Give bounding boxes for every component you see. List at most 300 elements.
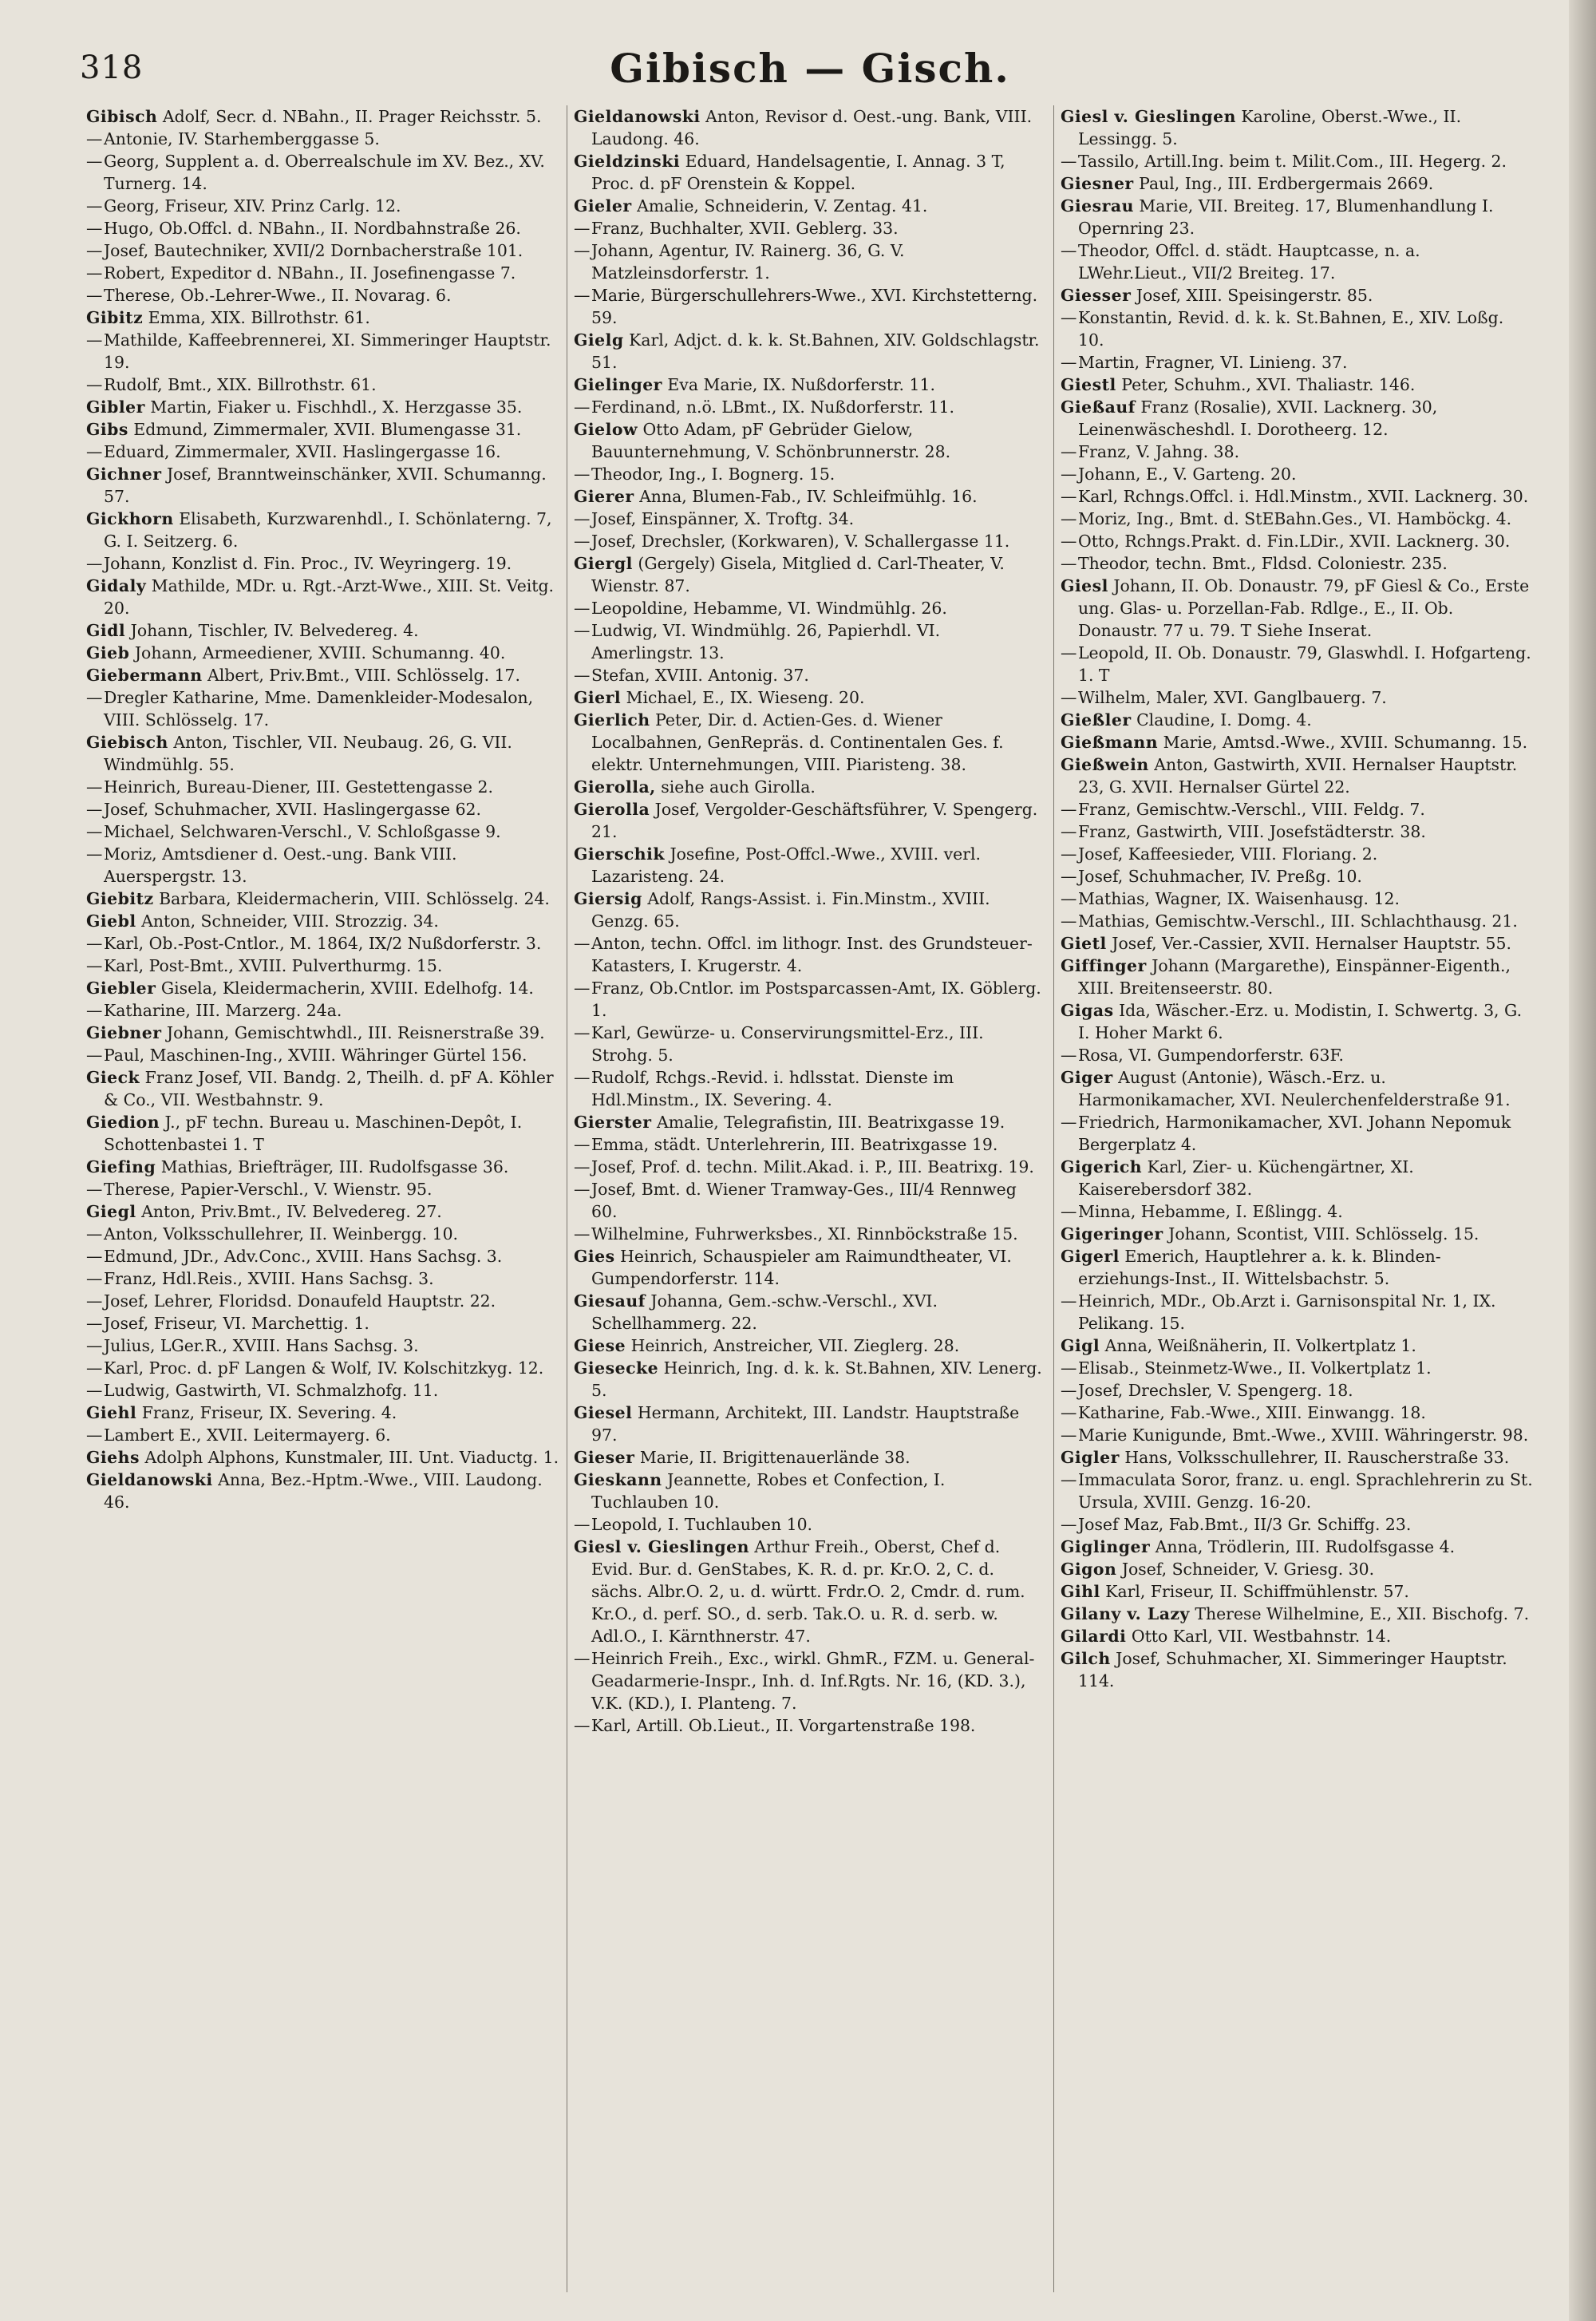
directory-entry <box>86 1223 560 1245</box>
directory-entry <box>1061 105 1534 150</box>
directory-entry <box>86 843 560 888</box>
entry-details: Antonie, IV. Starhemberggasse 5. <box>104 129 380 148</box>
entry-details: Josef, Schuhmacher, IV. Preßg. 10. <box>1078 867 1362 886</box>
ditto-dash: — <box>86 286 103 305</box>
entry-details: Josef, Drechsler, (Korkwaren), V. Schallergasse 11. <box>591 532 1010 551</box>
entry-surname: Gibitz <box>86 308 144 327</box>
directory-entry <box>1061 150 1534 172</box>
directory-entry <box>1061 239 1534 284</box>
entry-surname: Giesrau <box>1061 196 1134 215</box>
ditto-dash: — <box>86 934 103 953</box>
entry-details: Katharine, III. Marzerg. 24a. <box>104 1001 342 1020</box>
directory-entry <box>574 888 1047 932</box>
ditto-dash: — <box>574 1716 591 1735</box>
ditto-dash: — <box>86 1180 103 1199</box>
directory-entry <box>86 664 560 686</box>
entry-details: Elisabeth, Kurzwarenhdl., I. Schönlaterng. 7, G. I. Seitzerg. 6. <box>104 509 552 551</box>
entry-surname: Gigerl <box>1061 1247 1120 1266</box>
directory-entry <box>1061 374 1534 396</box>
directory-entry <box>86 217 560 239</box>
entry-details: Josef, Kaffeesieder, VIII. Floriang. 2. <box>1078 844 1378 864</box>
entry-surname: Giebl <box>86 911 136 931</box>
entry-details: Heinrich, Ing. d. k. k. St.Bahnen, XIV. Lenerg. 5. <box>591 1358 1042 1400</box>
ditto-dash: — <box>1061 844 1077 864</box>
entry-details: Julius, LGer.R., XVIII. Hans Sachsg. 3. <box>104 1336 419 1355</box>
directory-entry <box>86 910 560 932</box>
entry-surname: Gilardi <box>1061 1627 1127 1646</box>
entry-details: Edmund, Zimmermaler, XVII. Blumengasse 31. <box>133 420 522 439</box>
directory-entry <box>86 820 560 843</box>
directory-entry <box>86 686 560 731</box>
entry-surname: Gießmann <box>1061 733 1159 752</box>
directory-entry <box>574 1178 1047 1223</box>
directory-entry <box>1061 932 1534 955</box>
entry-details: Therese, Papier-Verschl., V. Wienstr. 95. <box>104 1180 433 1199</box>
ditto-dash: — <box>1061 643 1077 662</box>
directory-entry <box>1061 910 1534 932</box>
entry-surname: Gielow <box>574 420 638 439</box>
directory-entry <box>1061 508 1534 530</box>
directory-entry <box>1061 306 1534 351</box>
directory-entry <box>574 1223 1047 1245</box>
entry-surname: Gidaly <box>86 576 147 595</box>
directory-entry <box>86 619 560 642</box>
entry-details: Anton, Priv.Bmt., IV. Belvedereg. 27. <box>141 1202 442 1221</box>
ditto-dash: — <box>574 1023 591 1042</box>
directory-entry <box>1061 798 1534 820</box>
entry-details: Josef, Bautechniker, XVII/2 Dornbacherstraße 101. <box>104 241 523 260</box>
entry-details: Rudolf, Bmt., XIX. Billrothstr. 61. <box>104 375 377 394</box>
directory-entry <box>86 955 560 977</box>
entry-details: Hermann, Architekt, III. Landstr. Hauptstraße 97. <box>591 1403 1020 1445</box>
entry-details: Leopold, I. Tuchlauben 10. <box>591 1515 813 1534</box>
directory-entry <box>86 195 560 217</box>
entry-surname: Giesl v. Gieslingen <box>574 1537 749 1556</box>
entry-details: Karl, Post-Bmt., XVIII. Pulverthurmg. 15. <box>104 956 443 975</box>
entry-details: Marie, Amtsd.-Wwe., XVIII. Schumanng. 15. <box>1163 733 1528 752</box>
ditto-dash: — <box>86 1269 103 1288</box>
directory-entry <box>574 239 1047 284</box>
entry-details: (Gergely) Gisela, Mitglied d. Carl-Theater, V. Wienstr. 87. <box>591 554 1005 595</box>
entry-surname: Giehl <box>86 1403 137 1422</box>
directory-entry <box>1061 1446 1534 1469</box>
entry-details: Marie, Bürgerschullehrers-Wwe., XVI. Kirchstetterng. 59. <box>591 286 1038 327</box>
ditto-dash: — <box>1061 442 1077 461</box>
entry-details: Josef, Einspänner, X. Troftg. 34. <box>591 509 855 528</box>
entry-details: Josef, Lehrer, Floridsd. Donaufeld Hauptstr. 22. <box>104 1291 496 1311</box>
directory-entry <box>1061 955 1534 999</box>
entry-surname: Gigler <box>1061 1448 1120 1467</box>
directory-entry <box>574 843 1047 888</box>
ditto-dash: — <box>86 554 103 573</box>
directory-entry <box>86 798 560 820</box>
ditto-dash: — <box>1061 465 1077 484</box>
entry-details: Mathias, Wagner, IX. Waisenhausg. 12. <box>1078 889 1400 908</box>
directory-entry <box>574 1111 1047 1133</box>
entry-surname: Giesl v. Gieslingen <box>1061 107 1236 126</box>
entry-details: Mathias, Gemischtw.-Verschl., III. Schlachthausg. 21. <box>1078 911 1518 931</box>
entry-details: Karl, Adjct. d. k. k. St.Bahnen, XIV. Goldschlagstr. 51. <box>591 330 1040 372</box>
ditto-dash: — <box>1061 1358 1077 1378</box>
directory-entry <box>1061 1044 1534 1066</box>
directory-entry <box>86 128 560 150</box>
directory-entry <box>574 776 1047 798</box>
entry-details: Franz, V. Jahng. 38. <box>1078 442 1240 461</box>
directory-entry <box>574 977 1047 1022</box>
entry-details: Heinrich Freih., Exc., wirkl. GhmR., FZM. u. General-Geadarmerie-Inspr., Inh. d. Inf.Rgts. Nr. 16, (KD. 3.), V.K. (KD.), I. Planteng. 7. <box>591 1649 1035 1713</box>
entry-details: Marie, II. Brigittenauerlände 38. <box>639 1448 911 1467</box>
ditto-dash: — <box>574 666 591 685</box>
entry-surname: Giger <box>1061 1068 1113 1087</box>
entry-surname: Giesner <box>1061 174 1134 193</box>
ditto-dash: — <box>574 1515 591 1534</box>
ditto-dash: — <box>574 532 591 551</box>
entry-surname: Gießwein <box>1061 755 1149 774</box>
ditto-dash: — <box>1061 532 1077 551</box>
ditto-dash: — <box>86 196 103 215</box>
entry-surname: Gielg <box>574 330 624 350</box>
entry-surname: Gierolla <box>574 800 650 819</box>
directory-entry <box>1061 686 1534 709</box>
directory-entry <box>86 418 560 441</box>
ditto-dash: — <box>86 956 103 975</box>
directory-entry <box>86 150 560 195</box>
directory-entry <box>86 575 560 619</box>
ditto-dash: — <box>86 844 103 864</box>
ditto-dash: — <box>574 1649 591 1668</box>
entry-surname: Gibisch <box>86 107 158 126</box>
directory-entry <box>574 217 1047 239</box>
entry-details: Therese Wilhelmine, E., XII. Bischofg. 7. <box>1195 1604 1530 1623</box>
directory-column-middle <box>567 105 1053 2292</box>
ditto-dash: — <box>86 442 103 461</box>
ditto-dash: — <box>86 129 103 148</box>
entry-details: Karl, Rchngs.Offcl. i. Hdl.Minstm., XVII. Lacknerg. 30. <box>1078 487 1529 506</box>
entry-surname: Giebitz <box>86 889 154 908</box>
entry-details: Jeannette, Robes et Confection, I. Tuchlauben 10. <box>591 1470 946 1512</box>
entry-details: Paul, Ing., III. Erdbergermais 2669. <box>1139 174 1434 193</box>
entry-details: Hans, Volksschullehrer, II. Rauscherstraße 33. <box>1124 1448 1510 1467</box>
directory-entry <box>1061 999 1534 1044</box>
directory-entry <box>574 463 1047 485</box>
entry-surname: Gihl <box>1061 1582 1100 1601</box>
entry-surname: Giersig <box>574 889 642 908</box>
entry-surname: Gilany v. Lazy <box>1061 1604 1190 1623</box>
entry-surname: Gierlich <box>574 710 650 730</box>
ditto-dash: — <box>86 330 103 350</box>
entry-details: Therese, Ob.-Lehrer-Wwe., II. Novarag. 6. <box>104 286 452 305</box>
directory-entry <box>1061 888 1534 910</box>
entry-details: Karl, Friseur, II. Schiffmühlenstr. 57. <box>1105 1582 1409 1601</box>
ditto-dash: — <box>86 1425 103 1445</box>
ditto-dash: — <box>1061 308 1077 327</box>
page-edge-shadow <box>1569 0 1596 2321</box>
entry-details: siehe auch Girolla. <box>661 777 816 797</box>
entry-surname: Gierster <box>574 1113 652 1132</box>
entry-details: Wilhelm, Maler, XVI. Ganglbauerg. 7. <box>1078 688 1387 707</box>
entry-details: Anna, Bez.-Hptm.-Wwe., VIII. Laudong. 46. <box>104 1470 543 1512</box>
entry-surname: Giebermann <box>86 666 203 685</box>
entry-surname: Gibs <box>86 420 128 439</box>
entry-details: Robert, Expeditor d. NBahn., II. Josefinengasse 7. <box>104 263 516 283</box>
page-number: 318 <box>80 49 144 86</box>
entry-details: Johann, Armeediener, XVIII. Schumanng. 40. <box>134 643 506 662</box>
ditto-dash: — <box>86 1224 103 1244</box>
ditto-dash: — <box>86 241 103 260</box>
ditto-dash: — <box>86 688 103 707</box>
ditto-dash: — <box>574 286 591 305</box>
entry-surname: Gieldzinski <box>574 152 681 171</box>
directory-entry <box>1061 1357 1534 1379</box>
page-header <box>80 42 1540 97</box>
entry-details: Michael, E., IX. Wieseng. 20. <box>626 688 865 707</box>
entry-details: Heinrich, Bureau-Diener, III. Gestettengasse 2. <box>104 777 493 797</box>
entry-details: Martin, Fragner, VI. Linieng. 37. <box>1078 353 1348 372</box>
directory-entry <box>86 731 560 776</box>
directory-entry <box>86 105 560 128</box>
entry-surname: Giesl <box>1061 576 1108 595</box>
ditto-dash: — <box>574 465 591 484</box>
directory-entry <box>574 508 1047 530</box>
directory-entry <box>574 1714 1047 1737</box>
directory-entry <box>86 1178 560 1200</box>
ditto-dash: — <box>1061 1515 1077 1534</box>
directory-entry <box>574 619 1047 664</box>
directory-entry <box>574 597 1047 619</box>
entry-details: Albert, Priv.Bmt., VIII. Schlösselg. 17. <box>207 666 520 685</box>
directory-entry <box>574 418 1047 463</box>
entry-details: Josef Maz, Fab.Bmt., II/3 Gr. Schiffg. 23. <box>1078 1515 1412 1534</box>
entry-details: Eva Marie, IX. Nußdorferstr. 11. <box>667 375 935 394</box>
entry-details: Karl, Artill. Ob.Lieut., II. Vorgartenstraße 198. <box>591 1716 976 1735</box>
directory-entry <box>86 1357 560 1379</box>
ditto-dash: — <box>574 1224 591 1244</box>
directory-entry <box>1061 284 1534 306</box>
directory-entry <box>1061 351 1534 374</box>
entry-details: Minna, Hebamme, I. Eßlingg. 4. <box>1078 1202 1343 1221</box>
entry-details: Ida, Wäscher.-Erz. u. Modistin, I. Schwertg. 3, G. I. Hoher Markt 6. <box>1078 1001 1523 1042</box>
directory-entry <box>86 1424 560 1446</box>
directory-entry <box>574 798 1047 843</box>
entry-details: Franz, Buchhalter, XVII. Geblerg. 33. <box>591 219 899 238</box>
ditto-dash: — <box>86 375 103 394</box>
entry-details: Barbara, Kleidermacherin, VIII. Schlösselg. 24. <box>159 889 550 908</box>
entry-details: Anna, Weißnäherin, II. Volkertplatz 1. <box>1104 1336 1416 1355</box>
entry-details: Adolph Alphons, Kunstmaler, III. Unt. Viaductg. 1. <box>144 1448 559 1467</box>
directory-entry <box>1061 1424 1534 1446</box>
ditto-dash: — <box>86 1381 103 1400</box>
entry-details: Franz Josef, VII. Bandg. 2, Theilh. d. pF A. Köhler & Co., VII. Westbahnstr. 9. <box>104 1068 554 1109</box>
entry-details: Johanna, Gem.-schw.-Verschl., XVI. Schellhammerg. 22. <box>591 1291 938 1333</box>
directory-entry <box>574 105 1047 150</box>
entry-details: Eduard, Zimmermaler, XVII. Haslingergasse 16. <box>104 442 501 461</box>
entry-details: Franz, Gemischtw.-Verschl., VIII. Feldg. 7. <box>1078 800 1425 819</box>
entry-surname: Gigon <box>1061 1560 1117 1579</box>
ditto-dash: — <box>574 979 591 998</box>
entry-details: Anna, Blumen-Fab., IV. Schleifmühlg. 16. <box>639 487 978 506</box>
directory-entry <box>1061 1625 1534 1647</box>
directory-entry <box>574 1513 1047 1536</box>
directory-columns <box>80 105 1540 2292</box>
directory-entry <box>1061 396 1534 441</box>
entry-details: Anton, Volksschullehrer, II. Weinbergg. 10. <box>104 1224 459 1244</box>
entry-details: Otto Karl, VII. Westbahnstr. 14. <box>1131 1627 1392 1646</box>
ditto-dash: — <box>574 1180 591 1199</box>
entry-details: Amalie, Telegrafistin, III. Beatrixgasse 19. <box>656 1113 1005 1132</box>
directory-entry <box>574 709 1047 776</box>
entry-surname: Gieb <box>86 643 130 662</box>
directory-column-right <box>1053 105 1540 2292</box>
entry-details: Friedrich, Harmonikamacher, XVI. Johann Nepomuk Bergerplatz 4. <box>1078 1113 1511 1154</box>
entry-surname: Gigeringer <box>1061 1224 1163 1244</box>
entry-surname: Gietl <box>1061 934 1107 953</box>
entry-details: Josef, Schuhmacher, XI. Simmeringer Hauptstr. 114. <box>1078 1649 1507 1690</box>
entry-surname: Giesecke <box>574 1358 659 1378</box>
entry-details: Mathias, Briefträger, III. Rudolfsgasse 36. <box>160 1157 509 1176</box>
entry-details: Marie, VII. Breiteg. 17, Blumenhandlung I. Opernring 23. <box>1078 196 1494 238</box>
directory-entry <box>574 1022 1047 1066</box>
entry-details: Franz, Friseur, IX. Severing. 4. <box>141 1403 397 1422</box>
entry-details: Tassilo, Artill.Ing. beim t. Milit.Com., III. Hegerg. 2. <box>1078 152 1507 171</box>
entry-details: Johann, Tischler, IV. Belvedereg. 4. <box>130 621 419 640</box>
entry-details: Gisela, Kleidermacherin, XVIII. Edelhofg. 14. <box>160 979 534 998</box>
directory-entry <box>574 1066 1047 1111</box>
directory-entry <box>574 1357 1047 1402</box>
entry-details: Rosa, VI. Gumpendorferstr. 63F. <box>1078 1046 1344 1065</box>
directory-entry <box>86 239 560 262</box>
entry-surname: Giefing <box>86 1157 156 1176</box>
ditto-dash: — <box>574 934 591 953</box>
entry-details: Emma, XIX. Billrothstr. 61. <box>148 308 370 327</box>
directory-entry <box>86 1044 560 1066</box>
entry-surname: Giesser <box>1061 286 1132 305</box>
directory-entry <box>1061 1334 1534 1357</box>
entry-details: Karl, Ob.-Post-Cntlor., M. 1864, IX/2 Nußdorferstr. 3. <box>104 934 542 953</box>
directory-entry <box>86 1290 560 1312</box>
entry-details: Franz, Hdl.Reis., XVIII. Hans Sachsg. 3. <box>104 1269 434 1288</box>
entry-surname: Gielinger <box>574 375 662 394</box>
entry-details: Moriz, Ing., Bmt. d. StEBahn.Ges., VI. Hamböckg. 4. <box>1078 509 1512 528</box>
entry-details: Josef, Friseur, VI. Marchettig. 1. <box>104 1314 369 1333</box>
entry-details: Josef, Prof. d. techn. Milit.Akad. i. P., III. Beatrixg. 19. <box>591 1157 1034 1176</box>
entry-details: Josef, Drechsler, V. Spengerg. 18. <box>1078 1381 1353 1400</box>
directory-entry <box>1061 753 1534 798</box>
directory-entry <box>574 1647 1047 1714</box>
directory-entry <box>1061 485 1534 508</box>
entry-surname: Gickhorn <box>86 509 174 528</box>
ditto-dash: — <box>86 152 103 171</box>
ditto-dash: — <box>1061 688 1077 707</box>
directory-entry <box>86 1111 560 1156</box>
entry-details: Karl, Gewürze- u. Conservirungsmittel-Erz., III. Strohg. 5. <box>591 1023 984 1065</box>
directory-entry <box>1061 530 1534 552</box>
entry-surname: Giebler <box>86 979 156 998</box>
directory-entry <box>574 1334 1047 1357</box>
directory-entry <box>86 396 560 418</box>
ditto-dash: — <box>86 1046 103 1065</box>
directory-entry <box>574 530 1047 552</box>
directory-entry <box>1061 1580 1534 1603</box>
entry-surname: Giesel <box>574 1403 633 1422</box>
entry-details: Dregler Katharine, Mme. Damenkleider-Modesalon, VIII. Schlösselg. 17. <box>104 688 534 730</box>
ditto-dash: — <box>86 263 103 283</box>
ditto-dash: — <box>1061 1046 1077 1065</box>
entry-details: Emma, städt. Unterlehrerin, III. Beatrixgasse 19. <box>591 1135 998 1154</box>
ditto-dash: — <box>86 1247 103 1266</box>
entry-details: Johann, E., V. Garteng. 20. <box>1078 465 1297 484</box>
entry-details: Adolf, Rangs-Assist. i. Fin.Minstm., XVIII. Genzg. 65. <box>591 889 990 931</box>
entry-surname: Gibler <box>86 397 145 417</box>
entry-details: J., pF techn. Bureau u. Maschinen-Depôt, I. Schottenbastei 1. T <box>104 1113 523 1154</box>
ditto-dash: — <box>1061 1202 1077 1221</box>
directory-entry <box>86 306 560 329</box>
directory-entry <box>86 441 560 463</box>
entry-details: Ludwig, Gastwirth, VI. Schmalzhofg. 11. <box>104 1381 439 1400</box>
directory-entry <box>1061 575 1534 642</box>
directory-entry <box>574 1133 1047 1156</box>
entry-details: Franz (Rosalie), XVII. Lacknerg. 30, Leinenwäscheshdl. I. Dorotheerg. 12. <box>1078 397 1438 439</box>
directory-entry <box>86 329 560 374</box>
directory-column-left <box>80 105 567 2292</box>
entry-details: Georg, Supplent a. d. Oberrealschule im XV. Bez., XV. Turnerg. 14. <box>104 152 545 193</box>
entry-surname: Giergl <box>574 554 633 573</box>
entry-details: Mathilde, MDr. u. Rgt.-Arzt-Wwe., XIII. St. Veitg. 20. <box>104 576 555 618</box>
entry-details: Leopold, II. Ob. Donaustr. 79, Glaswhdl. I. Hofgarteng. 1. T <box>1078 643 1531 685</box>
directory-entry <box>1061 1223 1534 1245</box>
entry-surname: Gießler <box>1061 710 1132 730</box>
entry-details: Mathilde, Kaffeebrennerei, XI. Simmeringer Hauptstr. 19. <box>104 330 551 372</box>
directory-entry <box>86 1200 560 1223</box>
directory-entry <box>574 1245 1047 1290</box>
ditto-dash: — <box>1061 1291 1077 1311</box>
ditto-dash: — <box>574 509 591 528</box>
directory-entry <box>86 642 560 664</box>
ditto-dash: — <box>1061 1403 1077 1422</box>
directory-entry <box>1061 820 1534 843</box>
directory-entry <box>1061 463 1534 485</box>
ditto-dash: — <box>1061 889 1077 908</box>
page-title: Gibisch — Gisch. <box>610 45 1010 92</box>
directory-entry <box>1061 1469 1534 1513</box>
ditto-dash: — <box>86 822 103 841</box>
entry-details: Franz, Gastwirth, VIII. Josefstädterstr. 38. <box>1078 822 1426 841</box>
entry-surname: Gidl <box>86 621 126 640</box>
entry-details: Eduard, Handelsagentie, I. Annag. 3 T, Proc. d. pF Orenstein & Koppel. <box>591 152 1005 193</box>
ditto-dash: — <box>86 1001 103 1020</box>
directory-entry <box>1061 1513 1534 1536</box>
directory-entry <box>574 1446 1047 1469</box>
directory-entry <box>574 195 1047 217</box>
entry-details: Theodor, techn. Bmt., Fldsd. Coloniestr. 235. <box>1078 554 1448 573</box>
directory-entry <box>86 932 560 955</box>
entry-details: Johann, Agentur, IV. Rainerg. 36, G. V. Matzleinsdorferstr. 1. <box>591 241 905 283</box>
entry-details: Adolf, Secr. d. NBahn., II. Prager Reichsstr. 5. <box>162 107 542 126</box>
directory-entry <box>1061 709 1534 731</box>
entry-details: Otto Adam, pF Gebrüder Gielow, Bauunternehmung, V. Schönbrunnerstr. 28. <box>591 420 951 461</box>
directory-entry <box>1061 1156 1534 1200</box>
directory-entry <box>1061 195 1534 239</box>
entry-details: Josef, Vergolder-Geschäftsführer, V. Spengerg. 21. <box>591 800 1038 841</box>
directory-entry <box>1061 1111 1534 1156</box>
ditto-dash: — <box>86 1336 103 1355</box>
entry-details: Josef, XIII. Speisingerstr. 85. <box>1136 286 1373 305</box>
directory-entry <box>1061 1558 1534 1580</box>
directory-entry <box>574 485 1047 508</box>
entry-details: Martin, Fiaker u. Fischhdl., X. Herzgasse 35. <box>150 397 523 417</box>
entry-surname: Giffinger <box>1061 956 1147 975</box>
entry-details: Michael, Selchwaren-Verschl., V. Schloßgasse 9. <box>104 822 501 841</box>
directory-entry <box>86 1402 560 1424</box>
